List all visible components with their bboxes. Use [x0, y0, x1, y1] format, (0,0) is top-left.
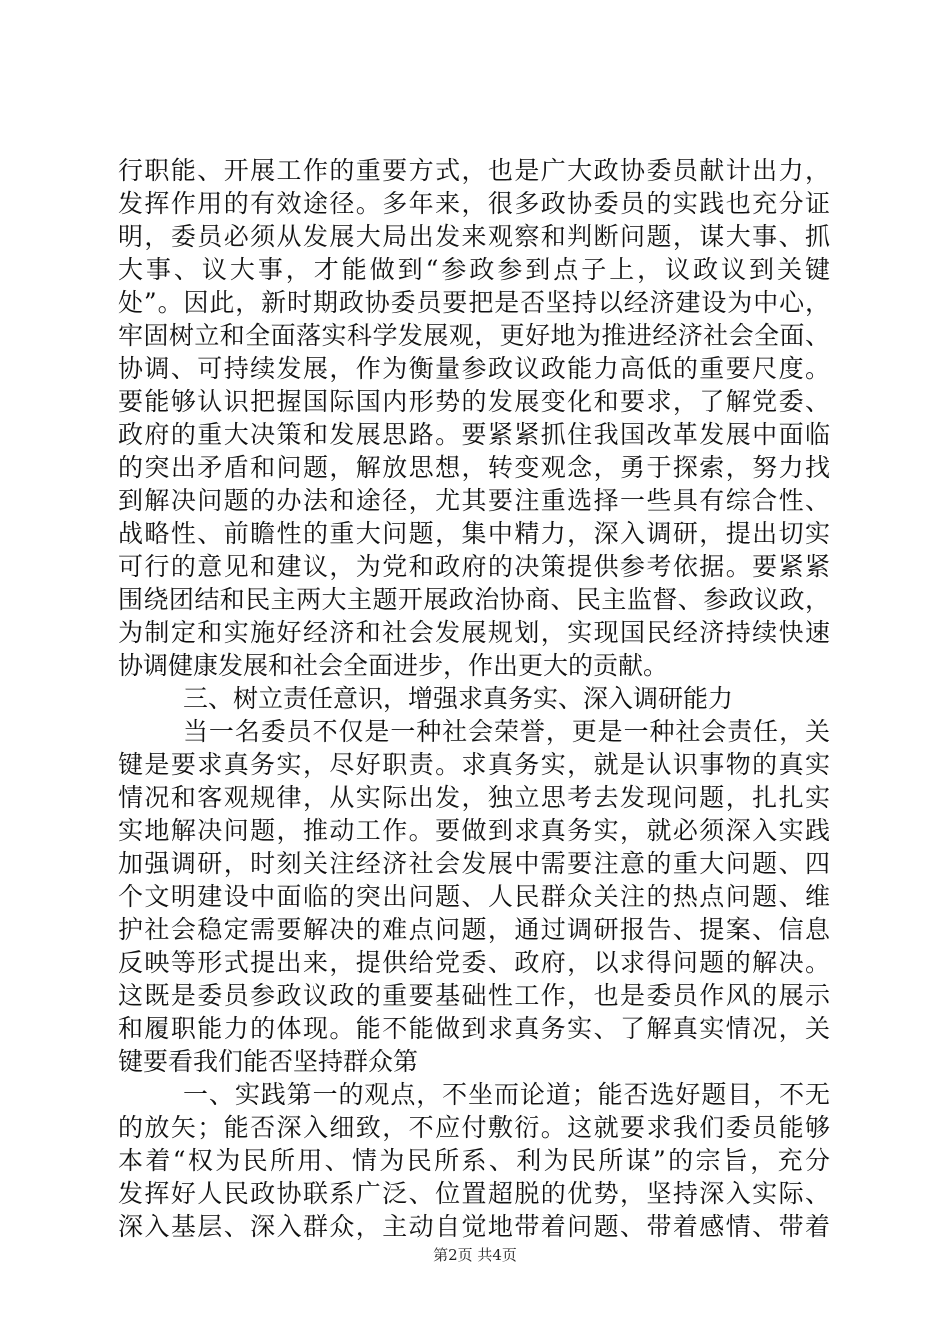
text-line: 处”。因此，新时期政协委员要把是否坚持以经济建设为中心， — [118, 288, 830, 317]
text-line: 明，委员必须从发展大局出发来观察和判断问题，谋大事、抓 — [118, 222, 830, 251]
text-line: 当一名委员不仅是一种社会荣誉，更是一种社会责任，关 — [183, 717, 830, 746]
text-line: 大事、议大事，才能做到“参政参到点子上，议政议到关键 — [118, 255, 830, 284]
text-line: 到解决问题的办法和途径，尤其要注重选择一些具有综合性、 — [118, 486, 830, 515]
text-line: 情况和客观规律，从实际出发，独立思考去发现问题，扎扎实 — [118, 783, 830, 812]
text-line: 协调、可持续发展，作为衡量参政议政能力高低的重要尺度。 — [118, 354, 830, 383]
text-line: 反映等形式提出来，提供给党委、政府，以求得问题的解决。 — [118, 948, 830, 977]
body-text — [118, 154, 830, 1243]
text-line: 实地解决问题，推动工作。要做到求真务实，就必须深入实践 — [118, 816, 830, 845]
text-line: 发挥好人民政协联系广泛、位置超脱的优势，坚持深入实际、 — [118, 1179, 830, 1208]
text-line: 围绕团结和民主两大主题开展政治协商、民主监督、参政议政， — [118, 585, 830, 614]
text-line: 这既是委员参政议政的重要基础性工作，也是委员作风的展示 — [118, 981, 830, 1010]
text-line: 战略性、前瞻性的重大问题，集中精力，深入调研，提出切实 — [118, 519, 830, 548]
text-line: 深入基层、深入群众，主动自觉地带着问题、带着感情、带着 — [118, 1212, 830, 1241]
text-line: 加强调研，时刻关注经济社会发展中需要注意的重大问题、四 — [118, 849, 830, 878]
text-line: 牢固树立和全面落实科学发展观，更好地为推进经济社会全面、 — [118, 321, 830, 350]
text-line: 一、实践第一的观点，不坐而论道；能否选好题目，不无 — [183, 1080, 830, 1109]
text-line: 护社会稳定需要解决的难点问题，通过调研报告、提案、信息 — [118, 915, 830, 944]
section-heading: 三、树立责任意识，增强求真务实、深入调研能力 — [183, 684, 734, 713]
text-line: 协调健康发展和社会全面进步，作出更大的贡献。 — [118, 651, 669, 680]
text-line: 个文明建设中面临的突出问题、人民群众关注的热点问题、维 — [118, 882, 830, 911]
text-line: 和履职能力的体现。能不能做到求真务实、了解真实情况，关 — [118, 1014, 830, 1043]
text-line: 的突出矛盾和问题，解放思想，转变观念，勇于探索，努力找 — [118, 453, 830, 482]
text-line: 键是要求真务实，尽好职责。求真务实，就是认识事物的真实 — [118, 750, 830, 779]
text-line: 行职能、开展工作的重要方式，也是广大政协委员献计出力， — [118, 156, 830, 185]
text-line: 可行的意见和建议，为党和政府的决策提供参考依据。要紧紧 — [118, 552, 830, 581]
text-line: 为制定和实施好经济和社会发展规划，实现国民经济持续快速 — [118, 618, 830, 647]
text-line: 本着“权为民所用、情为民所系、利为民所谋”的宗旨，充分 — [118, 1146, 830, 1175]
page-number-footer: 第2页 共4页 — [433, 1246, 517, 1264]
text-line: 的放矢；能否深入细致，不应付敷衍。这就要求我们委员能够 — [118, 1113, 830, 1142]
text-line: 键要看我们能否坚持群众第 — [118, 1047, 419, 1076]
text-line: 政府的重大决策和发展思路。要紧紧抓住我国改革发展中面临 — [118, 420, 830, 449]
text-line: 要能够认识把握国际国内形势的发展变化和要求，了解党委、 — [118, 387, 830, 416]
text-line: 发挥作用的有效途径。多年来，很多政协委员的实践也充分证 — [118, 189, 830, 218]
